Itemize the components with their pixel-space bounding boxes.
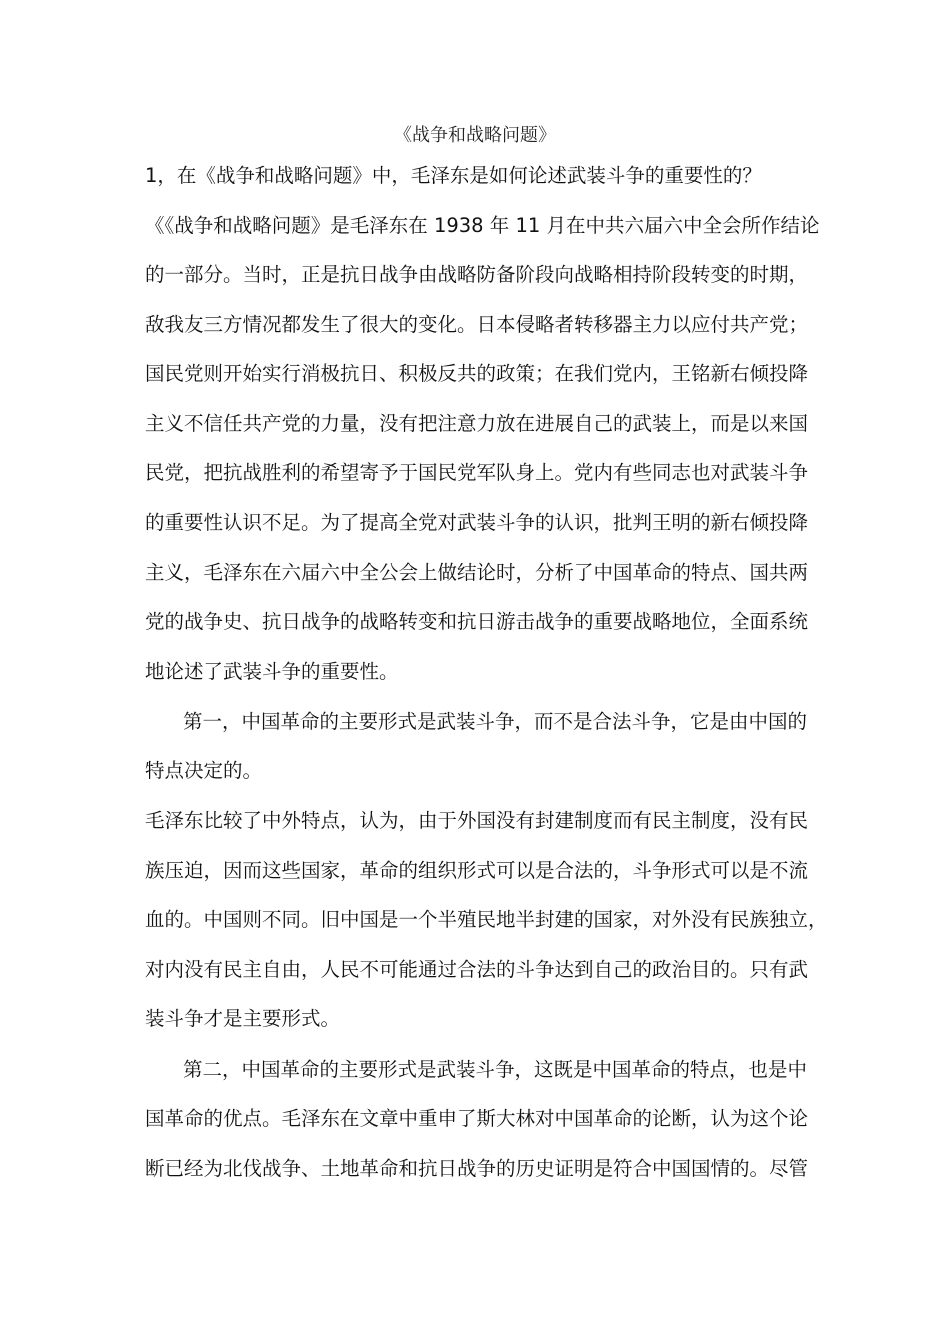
text-line: 装斗争才是主要形式。	[145, 1007, 341, 1030]
text-line: 敌我友三方情况都发生了很大的变化。日本侵略者转移器主力以应付共产党；	[145, 313, 809, 336]
text-line: 血的。中国则不同。旧中国是一个半殖民地半封建的国家，对外没有民族独立，	[145, 908, 828, 931]
text-line: 国革命的优点。毛泽东在文章中重申了斯大林对中国革命的论断，认为这个论	[145, 1107, 809, 1130]
text-line: 民党，把抗战胜利的希望寄予于国民党军队身上。党内有些同志也对武装斗争	[145, 461, 809, 484]
text-line: 特点决定的。	[145, 759, 263, 782]
text-line: 第一，中国革命的主要形式是武装斗争，而不是合法斗争，它是由中国的	[183, 710, 808, 733]
text-line: 主义不信任共产党的力量，没有把注意力放在进展自己的武装上，而是以来国	[145, 412, 809, 435]
text-line: 国民党则开始实行消极抗日、积极反共的政策；在我们党内，王铭新右倾投降	[145, 362, 809, 385]
text-line: 毛泽东比较了中外特点，认为，由于外国没有封建制度而有民主制度，没有民	[145, 809, 809, 832]
text-line: 地论述了武装斗争的重要性。	[145, 660, 399, 683]
text-line: 党的战争史、抗日战争的战略转变和抗日游击战争的重要战略地位，全面系统	[145, 610, 809, 633]
text-line: 第二，中国革命的主要形式是武装斗争，这既是中国革命的特点，也是中	[183, 1058, 808, 1081]
text-line: 断已经为北伐战争、土地革命和抗日战争的历史证明是符合中国国情的。尽管	[145, 1157, 809, 1180]
text-line: 主义，毛泽东在六届六中全公会上做结论时，分析了中国革命的特点、国共两	[145, 561, 809, 584]
text-line: 族压迫，因而这些国家，革命的组织形式可以是合法的，斗争形式可以是不流	[145, 859, 809, 882]
text-line: 《《战争和战略问题》是毛泽东在 1938 年 11 月在中共六届六中全会所作结论	[145, 214, 820, 237]
text-line: 对内没有民主自由，人民不可能通过合法的斗争达到自己的政治目的。只有武	[145, 958, 809, 981]
question-line: 1，在《战争和战略问题》中，毛泽东是如何论述武装斗争的重要性的？	[145, 164, 762, 187]
text-line: 的重要性认识不足。为了提高全党对武装斗争的认识，批判王明的新右倾投降	[145, 511, 809, 534]
document-title: 《战争和战略问题》	[394, 125, 556, 146]
text-line: 的一部分。当时，正是抗日战争由战略防备阶段向战略相持阶段转变的时期，	[145, 263, 809, 286]
